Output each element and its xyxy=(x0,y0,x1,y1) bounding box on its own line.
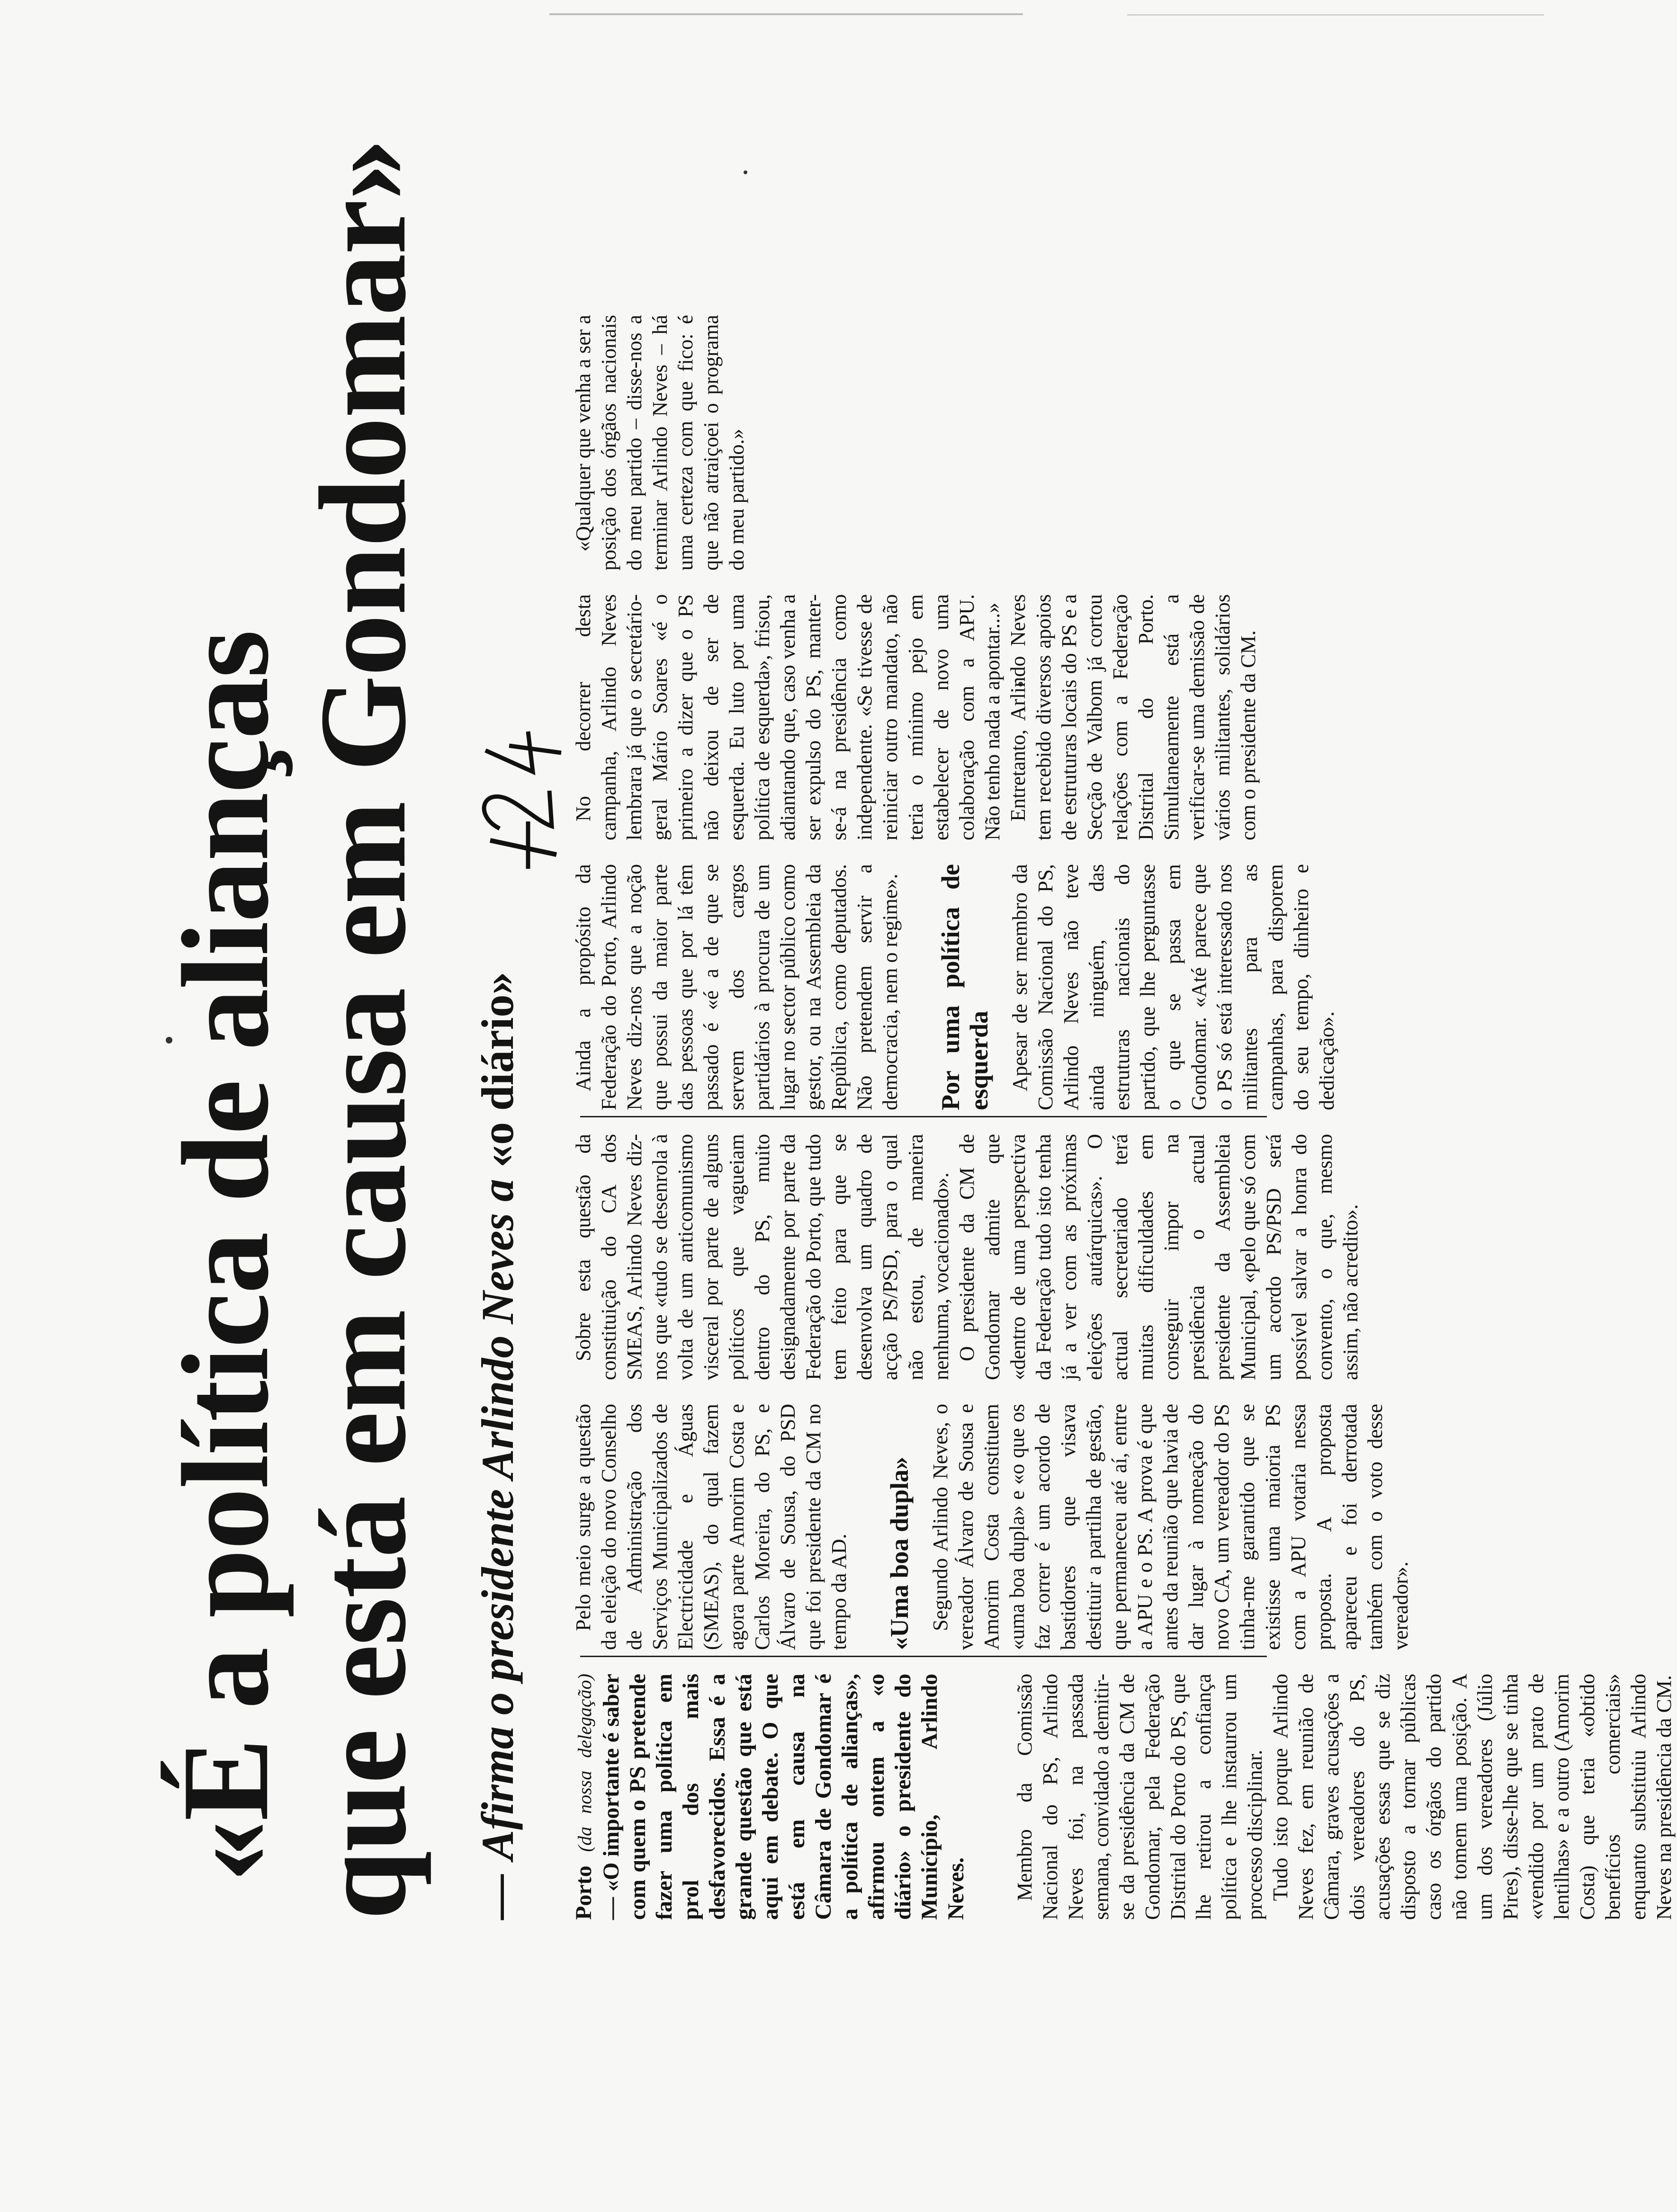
headline-line-2: que está em causa em Gondomar» xyxy=(294,139,431,1920)
body-paragraph: Pelo meio surge a questão da eleição do novo Conselho de Administração dos Serviços Municipalizados de Electricidade e Águas (SMEAS), do qual fazem agora parte Amorim Costa e Carlos Moreira, do PS, e Álvaro de Sousa, do PSD que foi presidente da CM no tempo da AD. xyxy=(572,1404,851,1650)
subtitle: —Afirma o presidente Arlindo Neves a «o diário» xyxy=(472,972,523,1920)
scan-edge-mark xyxy=(549,13,1023,15)
column-6 xyxy=(571,315,1300,571)
column-2 xyxy=(571,1404,1412,1650)
column-5 xyxy=(571,594,1300,840)
column-4 xyxy=(571,864,1338,1110)
column-1-lead xyxy=(571,1674,1676,1920)
subheading-por-uma-politica: Por uma política de esquerda xyxy=(936,864,993,1110)
subtitle-text: Afirma o presidente Arlindo Neves a xyxy=(472,1178,523,1860)
body-paragraph: Tudo isto porque Arlindo Neves fez, em reunião de Câmara, graves acusações a dois vereadores do PS, acusações essas que se diz disposto a tornar públicas caso os órgãos do partido não tomem uma posição. A um dos vereadores (Júlio Pires), disse-lhe que se tinha «vendido por um prato de lentilhas» e a outro (Amorim Costa) que teria «obtido benefícios comerciais» enquanto substituiu Arlindo Neves na presidência da CM. xyxy=(1269,1674,1676,1920)
dateline: Porto xyxy=(571,1865,596,1920)
body-paragraph: Membro da Comissão Nacional do PS, Arlindo Neves foi, na passada semana, convidado a demitir-se da presidência da CM de Gondomar, pela Federação Distrital do Porto do PS, que lhe retirou a confiança política e lhe instaurou um processo disciplinar. xyxy=(1013,1674,1266,1920)
column-3 xyxy=(571,1134,1362,1380)
subheading-uma-boa-dupla: «Uma boa dupla» xyxy=(885,1456,914,1650)
column-rule xyxy=(580,1656,1267,1657)
newspaper-clipping xyxy=(144,139,1676,2086)
body-paragraph: Ainda a propósito da Federação do Porto, Arlindo Neves diz-nos que a noção que possui da maior parte das pessoas que por lá têm passado é «é a de que se servem dos cargos partidários à procura de um lugar no sector público como gestor, ou na Assembleia da República, como deputados. Não pretendem servir a democracia, nem o regime». xyxy=(572,864,902,1110)
headline-line-1: «É a política de alianças xyxy=(157,631,294,1882)
body-paragraph: No decorrer desta campanha, Arlindo Neves lembrara já que o secretário-geral Mário Soares «é o primeiro a dizer que o PS não deixou de ser de esquerda. Eu luto por uma política de esquerda», frisou, adiantando que, caso venha a ser expulso do PS, manter-se-á na presidência como independente. «Se tivesse de reiniciar outro mandato, não teria o mínimo pejo em estabelecer de novo uma colaboração com a APU. Não tenho nada a apontar...» xyxy=(572,594,1004,840)
lead-text: — «O importante é saber com quem o PS pretende fazer uma política em prol dos mais desfavorecidos. Essa é a grande questão que está aqui em debate. O que está em causa na Câmara de Gondomar é a política de alianças», afirmou ontem a «o diário» o presidente do Município, Arlindo Neves. xyxy=(599,1674,969,1920)
body-paragraph: O presidente da CM de Gondomar admite que «dentro de uma perspectiva da Federação tudo isto tenha já a ver com as próximas eleições autárquicas». O actual secretariado terá muitas dificuldades em conseguir impor na presidência o actual presidente da Assembleia Municipal, «pelo que só com um acordo PS/PSD será possível salvar a honra do convento, o que, mesmo assim, não acredito». xyxy=(955,1134,1362,1380)
body-paragraph: Entretanto, Arlindo Neves tem recebido diversos apoios de estruturas locais do PS e a Secção de Valbom já cortou relações com a Federação Distrital do Porto. Simultaneamente está a verificar-se uma demissão de vários militantes, solidários com o presidente da CM. xyxy=(1006,594,1260,840)
body-paragraph: Sobre esta questão da constituição do CA dos SMEAS, Arlindo Neves diz-nos que «tudo se desenrola à volta de um anticomunismo visceral por parte de alguns políticos que vagueiam dentro do PS, muito designadamente por parte da Federação do Porto, que tudo tem feito para que se desenvolva um quadro de acção PS/PSD, para o qual não estou, de maneira nenhuma, vocacionado». xyxy=(572,1134,953,1380)
handwritten-number-signature xyxy=(457,717,566,874)
credit: (da nossa delegação) xyxy=(574,1674,595,1852)
column-rule xyxy=(580,1116,1267,1117)
body-paragraph: «Qualquer que venha a ser a posição dos órgãos nacionais do meu partido – disse-nos a terminar Arlindo Neves – há uma certeza com que fico: é que não atraiçoei o programa do meu partido.» xyxy=(572,315,748,571)
subtitle-source: «o diário» xyxy=(472,972,523,1168)
body-paragraph: Segundo Arlindo Neves, o vereador Álvaro de Sousa e Amorim Costa constituem «uma boa dupla» e «o que os faz correr é um acordo de bastidores que visava destituir a partilha de gestão, que permaneceu até aí, entre a APU e o PS. A prova é que antes da reunião que havia de dar lugar à nomeação do novo CA, um vereador do PS tinha-me garantido que se existisse uma maioria PS com a APU votaria nessa proposta. A proposta apareceu e foi derrotada também com o voto desse vereador». xyxy=(929,1404,1412,1650)
lead-paragraph xyxy=(571,1674,969,1920)
scan-edge-mark xyxy=(1127,14,1544,16)
body-paragraph: Apesar de ser membro da Comissão Nacional do PS, Arlindo Neves não teve ainda ninguém, das estruturas nacionais do partido, que lhe perguntasse o que se passa em Gondomar. «Até parece que o PS só está interessado nos militantes para as campanhas, para disporem do seu tempo, dinheiro e dedicação». xyxy=(1008,864,1338,1110)
